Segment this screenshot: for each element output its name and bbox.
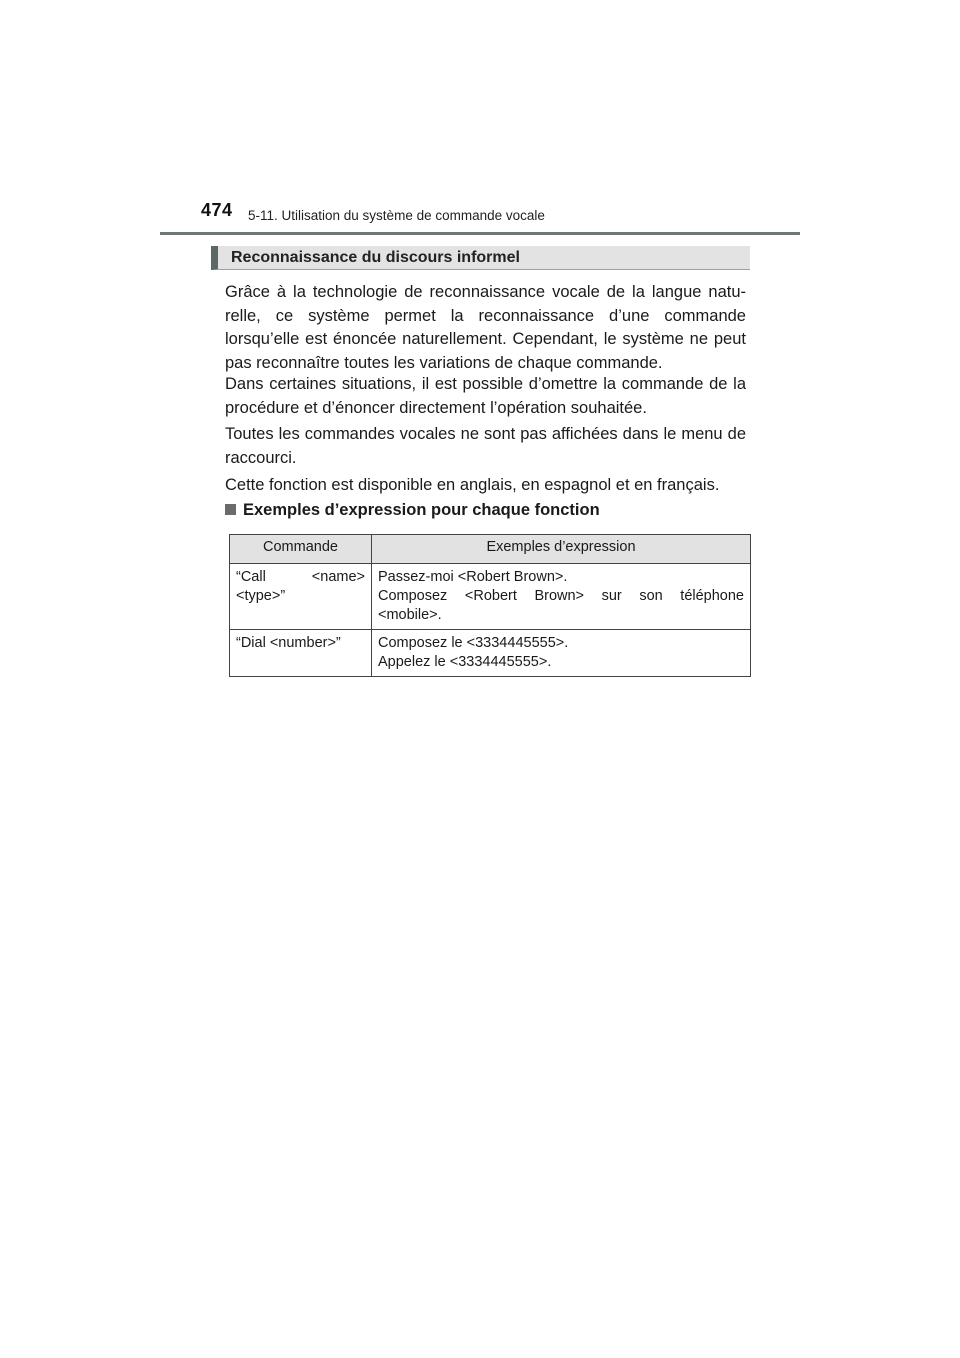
example-line: <mobile>. bbox=[378, 607, 442, 623]
table-row bbox=[230, 630, 751, 677]
examples-table bbox=[229, 534, 751, 677]
paragraph-1: Grâce à la technologie de reconnaissance vocale de la langue natu-relle, ce système permet la reconnaissance d’une commande lorsqu’elle est énoncée naturellement. Cependant, le système ne peut pas reconnaître toutes les variations de chaque commande. bbox=[225, 283, 746, 372]
command-cell bbox=[230, 630, 372, 677]
subheading bbox=[225, 501, 600, 520]
paragraph-2: Dans certaines situations, il est possible d’omettre la commande de la procédure et d’énoncer directement l’opération souhaitée. bbox=[225, 375, 746, 417]
command-line: “Call <name> bbox=[236, 569, 365, 585]
command-line: “Dial <number>” bbox=[236, 635, 341, 651]
example-line: Composez <Robert Brown> sur son téléphone bbox=[378, 588, 744, 604]
section-title: Reconnaissance du discours informel bbox=[231, 249, 520, 266]
command-line: <type>” bbox=[236, 588, 286, 604]
command-cell bbox=[230, 564, 372, 630]
example-line: Passez-moi <Robert Brown>. bbox=[378, 569, 568, 585]
header-examples: Exemples d’expression bbox=[372, 535, 751, 564]
paragraph-3: Toutes les commandes vocales ne sont pas affichées dans le menu de raccourci. bbox=[225, 425, 746, 467]
paragraph-4: Cette fonction est disponible en anglais, en espagnol et en français. bbox=[225, 476, 720, 494]
examples-cell bbox=[372, 564, 751, 630]
example-line: Composez le <3334445555>. bbox=[378, 635, 569, 651]
square-bullet-icon bbox=[225, 504, 236, 515]
header-rule bbox=[160, 232, 800, 235]
examples-cell bbox=[372, 630, 751, 677]
table-header-row bbox=[230, 535, 751, 564]
section-header bbox=[211, 246, 750, 270]
example-line: Appelez le <3334445555>. bbox=[378, 654, 552, 670]
subheading-text: Exemples d’expression pour chaque fonction bbox=[243, 501, 600, 519]
page-number: 474 bbox=[201, 200, 233, 220]
table-row bbox=[230, 564, 751, 630]
header-command: Commande bbox=[230, 535, 372, 564]
chapter-title: 5-11. Utilisation du système de commande vocale bbox=[248, 208, 545, 223]
